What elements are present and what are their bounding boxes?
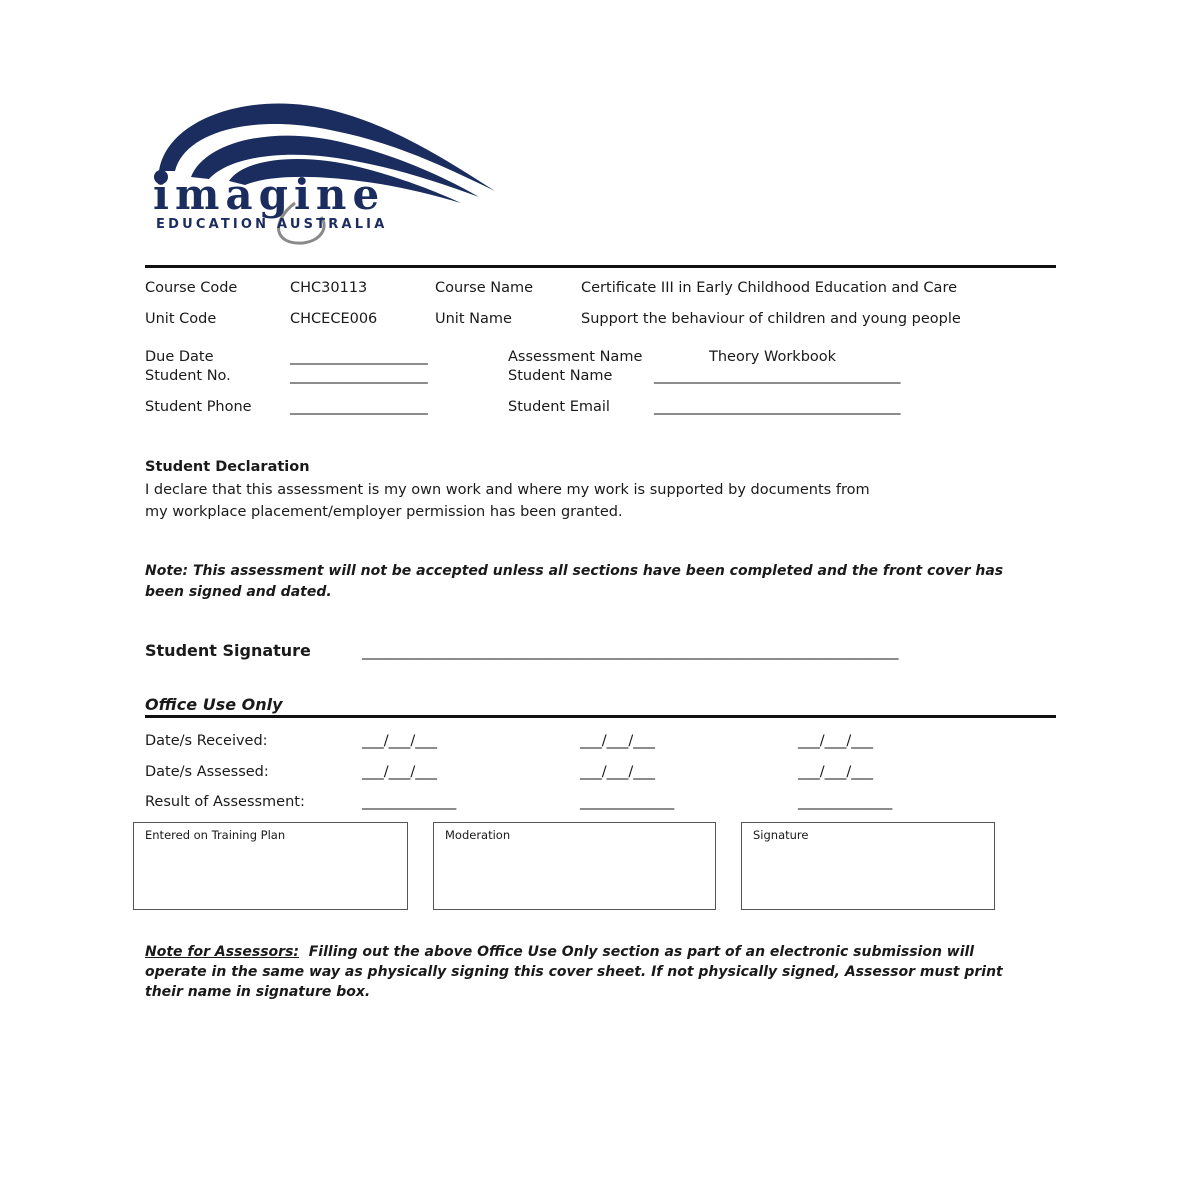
student-phone-field[interactable]: ___________________	[290, 399, 428, 415]
result-field-2[interactable]: _____________	[580, 794, 675, 810]
date-assessed-field-2[interactable]: ___/___/___	[580, 764, 656, 780]
assessor-note-line-2: operate in the same way as physically signing this cover sheet. If not physically signed, Assessor must print	[145, 964, 1003, 980]
logo-graphic	[145, 95, 505, 255]
assessor-signature-box[interactable]	[741, 822, 995, 910]
student-no-field[interactable]: ___________________	[290, 368, 428, 384]
assessment-name-label: Assessment Name	[508, 349, 643, 365]
result-field-3[interactable]: _____________	[798, 794, 893, 810]
office-rule	[145, 715, 1056, 718]
logo-sub-text: EDUCATION AUSTRALIA	[156, 217, 388, 232]
course-name-label: Course Name	[435, 280, 534, 296]
student-signature-label: Student Signature	[145, 641, 311, 660]
student-email-field[interactable]: __________________________________	[654, 399, 901, 415]
date-received-field-1[interactable]: ___/___/___	[362, 733, 438, 749]
student-no-label: Student No.	[145, 368, 231, 384]
header-rule	[145, 265, 1056, 268]
assessor-note-line-1-text: Filling out the above Office Use Only section as part of an electronic submission will	[299, 944, 975, 960]
result-field-1[interactable]: _____________	[362, 794, 457, 810]
student-email-label: Student Email	[508, 399, 610, 415]
training-plan-label: Entered on Training Plan	[145, 828, 286, 842]
note-line-1: Note: This assessment will not be accepted unless all sections have been completed and the front cover has	[145, 563, 1004, 579]
course-code-label: Course Code	[145, 280, 238, 296]
logo	[145, 95, 505, 255]
note-line-2: been signed and dated.	[145, 584, 332, 600]
declaration-line-1: I declare that this assessment is my own work and where my work is supported by documents from	[145, 482, 870, 498]
unit-name-value: Support the behaviour of children and young people	[581, 311, 961, 327]
unit-code-value: CHCECE006	[290, 311, 378, 327]
due-date-field[interactable]: ___________________	[290, 349, 428, 365]
assessor-note-line-3: their name in signature box.	[145, 984, 371, 1000]
assessor-note-line-1	[145, 944, 974, 960]
moderation-box[interactable]	[433, 822, 716, 910]
date-assessed-field-3[interactable]: ___/___/___	[798, 764, 874, 780]
unit-name-label: Unit Name	[435, 311, 512, 327]
date-assessed-field-1[interactable]: ___/___/___	[362, 764, 438, 780]
student-name-field[interactable]: __________________________________	[654, 368, 901, 384]
date-assessed-label: Date/s Assessed:	[145, 764, 269, 780]
course-code-value: CHC30113	[290, 280, 368, 296]
assessment-name-value: Theory Workbook	[709, 349, 837, 365]
unit-code-label: Unit Code	[145, 311, 217, 327]
training-plan-box[interactable]	[133, 822, 408, 910]
declaration-heading: Student Declaration	[145, 459, 310, 475]
student-signature-field[interactable]: __________________________________________________________________________	[362, 644, 899, 660]
student-name-label: Student Name	[508, 368, 613, 384]
date-received-label: Date/s Received:	[145, 733, 268, 749]
logo-brand-text: imagine	[153, 170, 386, 219]
assessor-note-lead: Note for Assessors:	[145, 944, 299, 960]
course-name-value: Certificate III in Early Childhood Education and Care	[581, 280, 958, 296]
result-label: Result of Assessment:	[145, 794, 305, 810]
date-received-field-3[interactable]: ___/___/___	[798, 733, 874, 749]
due-date-label: Due Date	[145, 349, 214, 365]
student-phone-label: Student Phone	[145, 399, 252, 415]
date-received-field-2[interactable]: ___/___/___	[580, 733, 656, 749]
moderation-label: Moderation	[445, 828, 511, 842]
office-use-heading: Office Use Only	[145, 695, 283, 714]
assessor-signature-label: Signature	[753, 828, 809, 842]
declaration-line-2: my workplace placement/employer permission has been granted.	[145, 504, 623, 520]
